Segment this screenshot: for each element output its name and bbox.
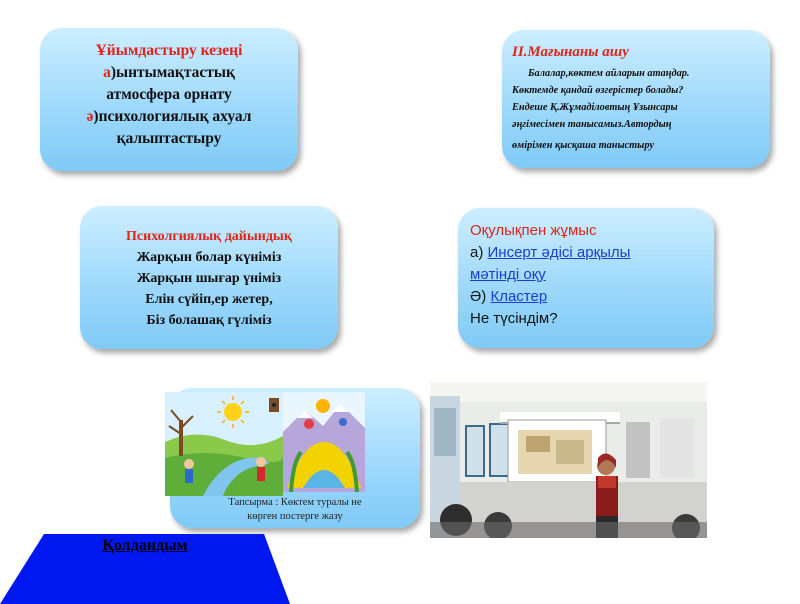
card-organization-stage [40,28,298,171]
meaning-body [512,65,762,154]
psy-title: Психолгиялық дайындық [126,229,292,244]
task-instruction [190,496,400,524]
org-point-b [40,106,298,128]
classroom-photo [430,382,707,538]
spring-landscape-image [165,392,283,496]
psy-line: Жарқын болар күніміз [136,250,282,265]
reading-item-c: Не түсіндім? [470,310,558,327]
org-marker-a: а [103,64,111,81]
reading-item-a-line2 [470,264,714,286]
org-point-a-text: )ынтымақтастық [110,64,235,81]
applied-label: Қолдандым [102,537,188,554]
spring-flower-image [283,392,365,492]
meaning-line: Ендеше Қ.Жұмаділовтың Ұзынсары [512,102,678,113]
org-marker-b: ә [86,108,94,125]
cluster-link[interactable]: Кластер [490,288,548,305]
meaning-line: өмірімен қысқаша таныстыру [512,140,654,151]
org-point-a [40,62,298,84]
task-line: Тапсырма : Көктем туралы не [228,497,362,508]
org-point-b-text: )психологиялық ахуал [93,108,252,125]
meaning-line: Балалар,көктем айларын атаңдар. [528,68,690,79]
card-textbook-work [458,208,714,348]
insert-method-link[interactable]: Инсерт әдісі арқылы [487,244,631,261]
psy-line: Біз болашақ гүліміз [146,313,272,328]
card-psychological-prep [80,206,338,349]
psy-line: Жарқын шығар үніміз [136,271,282,286]
reading-item-b: Ә) Кластер [470,288,548,305]
meaning-line: әңгімесімен танысамыз.Автордың [512,119,672,130]
org-point-a-line2: атмосфера орнату [106,86,232,103]
card-meaning [502,30,770,168]
read-text-link[interactable]: мәтінді оқу [470,266,546,283]
org-title: Ұйымдастыру кезеңі [95,42,243,59]
reading-title: Оқулықпен жұмыс [470,222,597,239]
task-line: көрген постерге жазу [247,511,343,522]
org-point-b-line2: қалыптастыру [116,130,222,147]
psy-line: Елін сүйіп,ер жетер, [145,292,273,307]
meaning-line: Көктемде қандай өзгерістер болады? [512,85,684,96]
meaning-title: ІІ.Мағынаны ашу [512,44,629,60]
reading-item-a: а) Инсерт әдісі арқылы [470,244,631,261]
